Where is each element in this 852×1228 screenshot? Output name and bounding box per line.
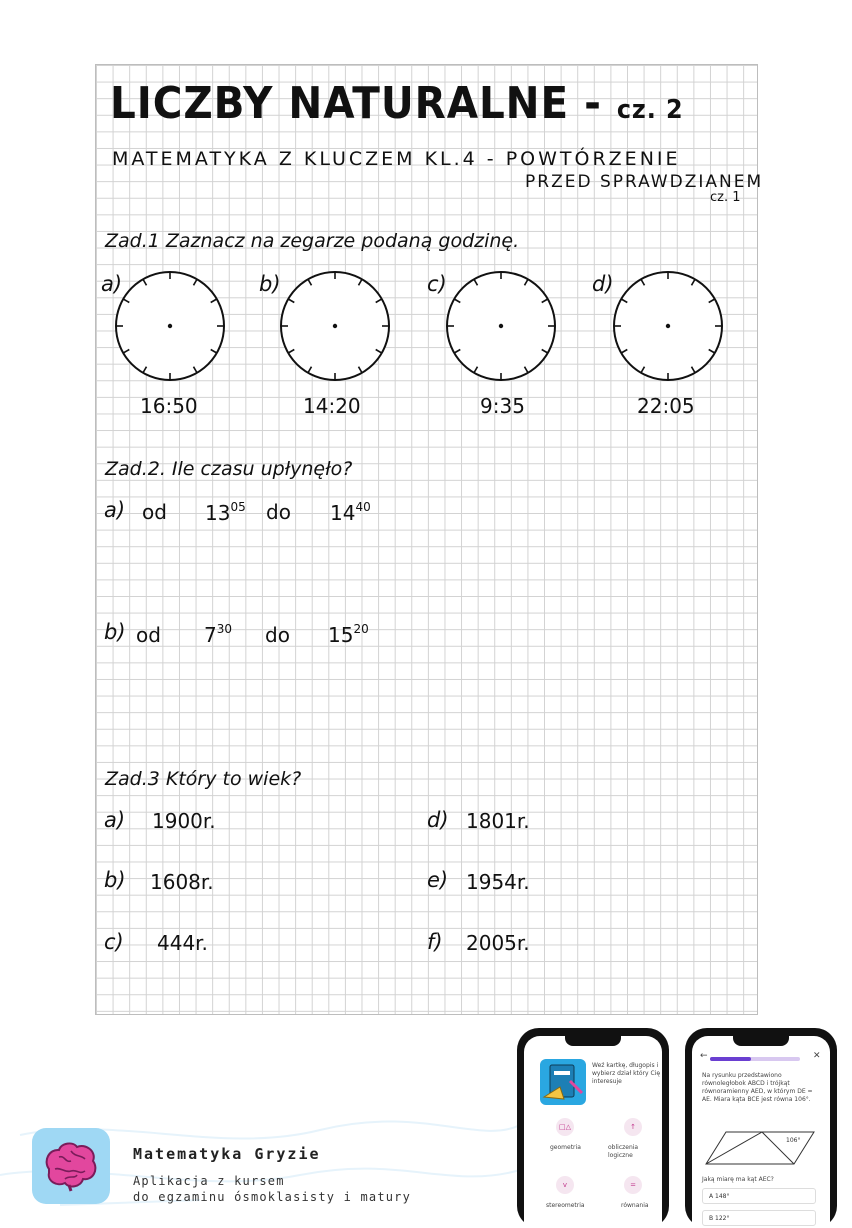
close-icon[interactable]: ✕	[813, 1051, 821, 1061]
parallelogram-figure	[702, 1128, 818, 1168]
clock-a-time: 16:50	[140, 394, 198, 418]
task3-c-label: c)	[104, 930, 124, 954]
clock-face-b	[277, 268, 393, 384]
task3-a-label: a)	[104, 808, 126, 832]
task1-heading: Zad.1 Zaznacz na zegarze podaną godzinę.	[105, 230, 520, 252]
worksheet-subtitle-2: PRZED SPRAWDZIANEM	[525, 172, 764, 192]
worksheet-title: LICZBY NATURALNE - cz. 2	[110, 78, 684, 129]
clock-center-dot	[333, 324, 337, 328]
phone-screen-topics	[524, 1036, 662, 1228]
task2-heading: Zad.2. Ile czasu upłynęło?	[105, 458, 353, 480]
task2-b-to: $15^{20}$	[328, 622, 369, 647]
phone-notch	[733, 1036, 789, 1046]
logic-topic-icon[interactable]: ↑	[624, 1118, 642, 1136]
clock-c-time: 9:35	[480, 394, 525, 418]
clock-face-c	[443, 268, 559, 384]
app-illustration-icon	[540, 1059, 586, 1105]
clipboard-icon	[540, 1059, 586, 1105]
answer-option-a[interactable]: A 148°	[702, 1188, 816, 1204]
angle-label: 106°	[786, 1137, 801, 1144]
question-text: Na rysunku przedstawiono równoległobok ABCD i trójkąt równoramienny AED, w którym DE = AE. Miara kąta BCE jest równa 106°.	[702, 1072, 813, 1103]
phone-screen-question	[692, 1036, 830, 1228]
clock-center-dot	[666, 324, 670, 328]
task3-f-label: f)	[427, 930, 443, 954]
clock-d-time: 22:05	[637, 394, 695, 418]
progress-bar-fill	[710, 1057, 751, 1061]
task3-b-label: b)	[104, 868, 126, 892]
task2-b-do: do	[265, 623, 290, 647]
task3-b-year: 1608r.	[150, 870, 214, 894]
task3-heading: Zad.3 Który to wiek?	[105, 768, 302, 790]
clock-d-label: d)	[592, 272, 614, 296]
clock-face-d	[610, 268, 726, 384]
phone-notch	[565, 1036, 621, 1046]
clock-b-time: 14:20	[303, 394, 361, 418]
task2-a-label: a)	[104, 498, 126, 522]
task2-b-od: od	[136, 623, 161, 647]
brain-icon	[41, 1139, 101, 1193]
phone-mockup-topics	[517, 1028, 669, 1228]
topic-obliczenia[interactable]: obliczenia logiczne	[608, 1144, 639, 1159]
topic-geometria[interactable]: geometria	[550, 1144, 581, 1151]
task2-a-od: od	[142, 500, 167, 524]
brand-name: Matematyka Gryzie	[133, 1145, 321, 1163]
clock-center-dot	[168, 324, 172, 328]
stereometry-topic-icon[interactable]: v	[556, 1176, 574, 1194]
app-logo[interactable]	[32, 1128, 110, 1204]
topic-rownania[interactable]: równania	[621, 1202, 649, 1209]
clock-center-dot	[499, 324, 503, 328]
worksheet-subtitle: MATEMATYKA Z KLUCZEM KL.4 - POWTÓRZENIE	[112, 148, 681, 170]
clock-b-label: b)	[259, 272, 281, 296]
task3-f-year: 2005r.	[466, 931, 530, 955]
back-arrow-icon[interactable]: ←	[700, 1051, 708, 1061]
progress-bar	[710, 1057, 800, 1061]
geometry-topic-icon[interactable]: □△	[556, 1118, 574, 1136]
clock-c-label: c)	[427, 272, 447, 296]
task2-b-label: b)	[104, 620, 126, 644]
task2-a-from: $13^{05}$	[205, 500, 246, 525]
task3-e-label: e)	[427, 868, 449, 892]
task3-c-year: 444r.	[157, 931, 208, 955]
topic-stereometria[interactable]: stereometria	[546, 1202, 585, 1209]
task2-a-do: do	[266, 500, 291, 524]
task3-e-year: 1954r.	[466, 870, 530, 894]
task3-a-year: 1900r.	[152, 809, 216, 833]
clock-a-label: a)	[101, 272, 123, 296]
answer-option-b[interactable]: B 122°	[702, 1210, 816, 1226]
phone-mockup-question	[685, 1028, 837, 1228]
topics-intro: Weź kartkę, długopis i wybierz dział który Cię interesuje	[592, 1062, 661, 1085]
clock-face-a	[112, 268, 228, 384]
worksheet-part-label: cz. 1	[710, 190, 741, 205]
question-ask: Jaką miarę ma kąt AEC?	[702, 1176, 774, 1183]
task3-d-label: d)	[427, 808, 449, 832]
equations-topic-icon[interactable]: =	[624, 1176, 642, 1194]
brand-description: Aplikacja z kursem do egzaminu ósmoklasisty i matury	[133, 1174, 412, 1204]
task2-b-from: $7^{30}$	[204, 622, 233, 647]
task2-a-to: $14^{40}$	[330, 500, 371, 525]
task3-d-year: 1801r.	[466, 809, 530, 833]
